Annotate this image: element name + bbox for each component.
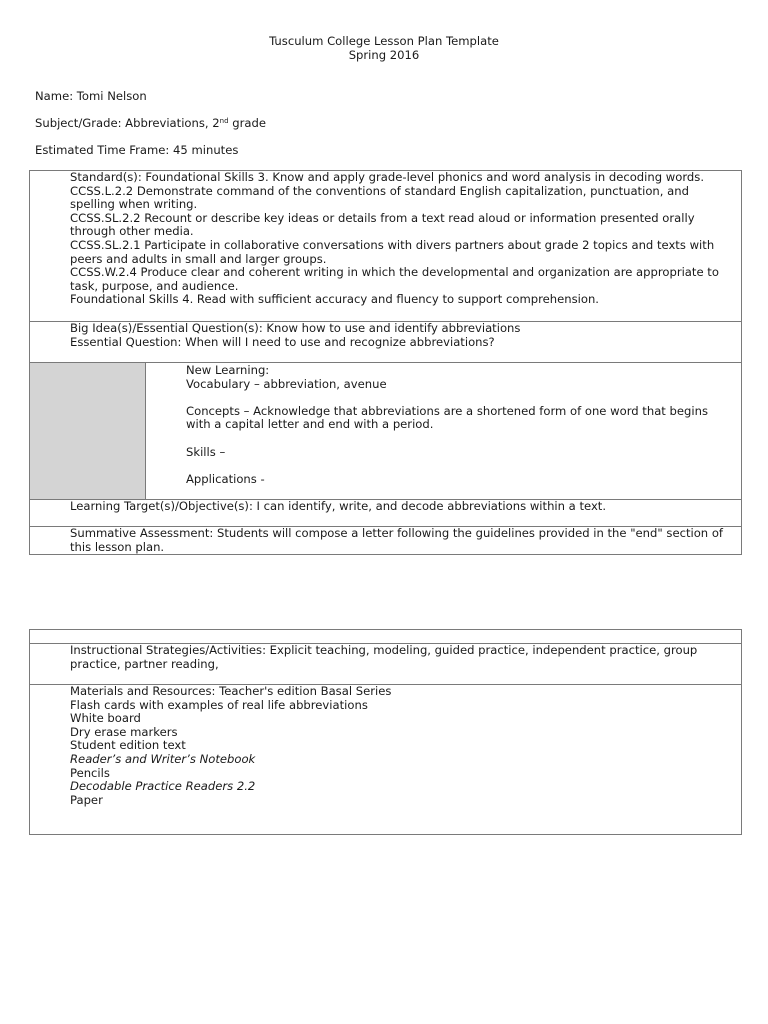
standard-line: CCSS.SL.2.1 Participate in collaborative conversations with divers partners about grade 2 topics and texts with <box>70 237 715 252</box>
strategies-cell <box>30 644 741 671</box>
standards-cell <box>30 171 741 307</box>
new-learning-split <box>30 363 741 499</box>
new-learning-row <box>30 363 741 500</box>
concepts-text-cont: with a capital letter and end with a period. <box>186 417 434 432</box>
materials-row <box>30 685 741 834</box>
learning-target-row <box>30 500 741 527</box>
standard-line: Foundational Skills 4. Read with sufficient accuracy and fluency to support comprehension. <box>70 292 599 307</box>
learning-target-text: Learning Target(s)/Objective(s): I can identify, write, and decode abbreviations within a text. <box>70 499 607 513</box>
standard-line: CCSS.SL.2.2 Recount or describe key ideas or details from a text read aloud or information presented orally <box>70 210 695 225</box>
applications-text: Applications - <box>186 471 265 486</box>
big-idea-cell <box>30 322 741 349</box>
materials-item: Decodable Practice Readers 2.2 <box>70 779 256 794</box>
big-idea-text: Big Idea(s)/Essential Question(s): Know how to use and identify abbreviations <box>70 321 521 335</box>
instruction-table <box>29 629 742 835</box>
standard-line: CCSS.L.2.2 Demonstrate command of the conventions of standard English capitalization, punctuation, and <box>70 183 689 198</box>
standard-line: task, purpose, and audience. <box>70 278 239 293</box>
lesson-plan-table <box>29 170 742 555</box>
skills-text: Skills – <box>186 444 226 459</box>
new-learning-heading: New Learning: <box>186 363 270 377</box>
materials-item: Paper <box>70 792 103 807</box>
learning-target-cell <box>30 500 741 514</box>
shaded-cell <box>30 363 146 499</box>
strategies-row <box>30 644 741 685</box>
time-frame-field: Estimated Time Frame: 45 minutes <box>35 143 239 157</box>
materials-item: Pencils <box>70 765 110 780</box>
empty-header-row <box>30 630 741 644</box>
document-term: Spring 2016 <box>348 48 420 62</box>
standard-line: spelling when writing. <box>70 197 198 212</box>
materials-cell <box>30 685 741 807</box>
summative-assessment-row <box>30 527 741 554</box>
summative-assessment-cell <box>30 527 741 554</box>
standard-line: peers and adults in small and larger groups. <box>70 251 327 266</box>
document-title: Tusculum College Lesson Plan Template <box>269 34 499 48</box>
standard-line: CCSS.W.2.4 Produce clear and coherent writing in which the developmental and organization are appropriate to <box>70 265 719 280</box>
new-learning-cell <box>146 363 714 499</box>
vocabulary-text: Vocabulary – abbreviation, avenue <box>186 376 387 391</box>
document-header <box>0 34 768 62</box>
standard-line: Standard(s): Foundational Skills 3. Know and apply grade-level phonics and word analysis in decoding words. <box>70 170 705 184</box>
subject-grade-text: Subject/Grade: Abbreviations, 2 <box>35 116 220 130</box>
grade-ordinal-suffix: nd <box>219 117 229 125</box>
materials-item: White board <box>70 711 141 726</box>
big-idea-row <box>30 322 741 363</box>
summative-assessment-text-cont: this lesson plan. <box>70 539 165 554</box>
strategies-text: Instructional Strategies/Activities: Explicit teaching, modeling, guided practice, independent practice, group <box>70 643 698 657</box>
materials-item: Dry erase markers <box>70 724 178 739</box>
materials-item: Materials and Resources: Teacher's edition Basal Series <box>70 684 392 698</box>
materials-item: Flash cards with examples of real life abbreviations <box>70 697 368 712</box>
essential-question-text: Essential Question: When will I need to use and recognize abbreviations? <box>70 334 495 349</box>
standard-line: through other media. <box>70 224 194 239</box>
concepts-text: Concepts – Acknowledge that abbreviations are a shortened form of one word that begins <box>186 403 708 418</box>
standards-row <box>30 171 741 322</box>
summative-assessment-text: Summative Assessment: Students will compose a letter following the guidelines provided in the "end" section of <box>70 526 724 540</box>
strategies-text-cont: practice, partner reading, <box>70 656 219 671</box>
materials-item: Student edition text <box>70 738 186 753</box>
name-field: Name: Tomi Nelson <box>35 89 147 103</box>
subject-grade-field <box>35 116 266 130</box>
subject-grade-suffix: grade <box>228 116 266 130</box>
materials-item: Reader’s and Writer’s Notebook <box>70 751 256 766</box>
